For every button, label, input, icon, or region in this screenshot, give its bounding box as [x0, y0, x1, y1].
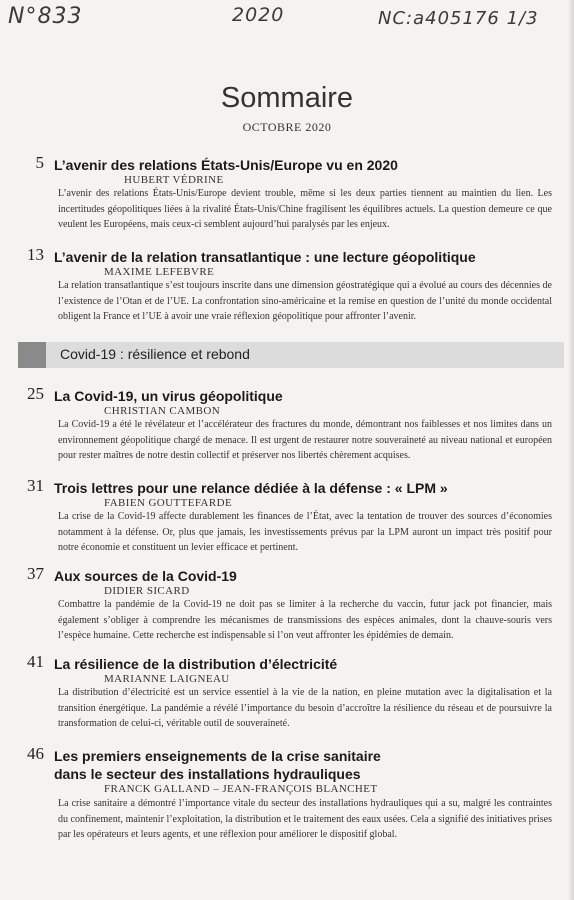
article-author: FRANCK GALLAND – JEAN-FRANÇOIS BLANCHET	[104, 783, 378, 795]
article-author: FABIEN GOUTTEFARDE	[104, 497, 233, 509]
page-number: 41	[27, 652, 44, 671]
article-author: HUBERT VÉDRINE	[124, 174, 224, 186]
article-summary: La Covid-19 a été le révélateur et l’accélérateur des fractures du monde, démontrant nos faiblesses et nos limites dans un environnement géopolitique chargé de menace. Il est urgent de restaurer notre souveraineté au niveau national et européen pour rester maîtres de notre destin collectif et préserver nos libertés chèrement acquises.	[58, 419, 552, 461]
page-number: 46	[27, 744, 44, 763]
article-summary: La crise de la Covid-19 affecte durablement les finances de l’État, avec la tentation de trouver des sources d’économies notamment à la défense. Or, plus que jamais, les investissements prévus par la LPM auront un impact très positif pour notre économie et constituent un levier efficace et pertinent.	[58, 511, 552, 553]
page-number: 37	[27, 564, 44, 583]
article-title[interactable]: L’avenir de la relation transatlantique : une lecture géopolitique	[54, 249, 476, 265]
article-summary: La crise sanitaire a démontré l’importance vitale du secteur des installations hydrauliques qui a su, malgré les contraintes du confinement, maintenir l’exploitation, la distribution et le traitement des eaux usées. Cela a signifié des initiatives prises par les opérateurs et leurs agents, et une réflexion pour améliorer le dispositif global.	[58, 798, 552, 840]
article-author: DIDIER SICARD	[104, 585, 190, 597]
article-author: CHRISTIAN CAMBON	[104, 405, 221, 417]
article-title[interactable]: Trois lettres pour une relance dédiée à la défense : « LPM »	[54, 480, 448, 496]
article-author: MARIANNE LAIGNEAU	[104, 673, 230, 685]
article-summary: Combattre la pandémie de la Covid-19 ne doit pas se limiter à la recherche du vaccin, futur jack pot financier, mais également s’obliger à comprendre les mécanismes de transmissions des espèces animales, dont la chauve-souris vers l’espèce humaine. Cette recherche est indispensable si l’on veut affronter les épidémies de demain.	[58, 599, 552, 641]
section-label: Covid-19 : résilience et rebond	[60, 346, 250, 362]
page-title: Sommaire	[220, 82, 354, 114]
page-edge-shadow	[568, 0, 574, 900]
article-title[interactable]: La résilience de la distribution d’électricité	[54, 656, 338, 672]
handwritten-reference: NC:a405176 1/3	[378, 8, 539, 29]
article-author: MAXIME LEFEBVRE	[104, 266, 215, 278]
section-header	[18, 342, 564, 368]
article-summary: La distribution d’électricité est un service essentiel à la vie de la nation, en pleine mutation avec la digitalisation et la transition énergétique. La pandémie a révélé l’importance du besoin d’accroître la résilience du réseau et de poursuivre la transformation de celui-ci, véritable outil de souveraineté.	[58, 687, 552, 729]
page-number: 13	[27, 245, 44, 264]
article-title[interactable]: L’avenir des relations États-Unis/Europe vu en 2020	[54, 157, 398, 173]
article-summary: L’avenir des relations États-Unis/Europe devient trouble, même si les deux parties tiennent au maintien du lien. Les incertitudes géopolitiques liées à la rivalité États-Unis/Chine fragilisent les équilibres actuels. La question demeure ce que veulent les Européens, mais ceux-ci semblent aujourd’hui paralysés par les enjeux.	[58, 188, 552, 230]
article-summary: La relation transatlantique s’est toujours inscrite dans une dimension géostratégique qui a évolué au cours des décennies de l’existence de l’Otan et de l’UE. La confrontation sino-américaine et la remise en question de l’unité du monde occidental obligent la France et l’UE à avoir une vraie réflexion géopolitique pour affronter l’avenir.	[58, 280, 552, 322]
page-number: 31	[27, 476, 44, 495]
issue-date: OCTOBRE 2020	[242, 120, 332, 134]
section-marker	[18, 342, 46, 368]
article-title[interactable]: Les premiers enseignements de la crise sanitaire dans le secteur des installations hydrauliques	[54, 748, 381, 782]
article-title[interactable]: La Covid-19, un virus géopolitique	[54, 388, 283, 404]
article-title[interactable]: Aux sources de la Covid-19	[54, 568, 237, 584]
handwritten-year: 2020	[232, 4, 285, 26]
handwritten-issue-number: N°833	[8, 4, 83, 29]
page-number: 25	[27, 384, 44, 403]
page-number: 5	[35, 153, 44, 172]
